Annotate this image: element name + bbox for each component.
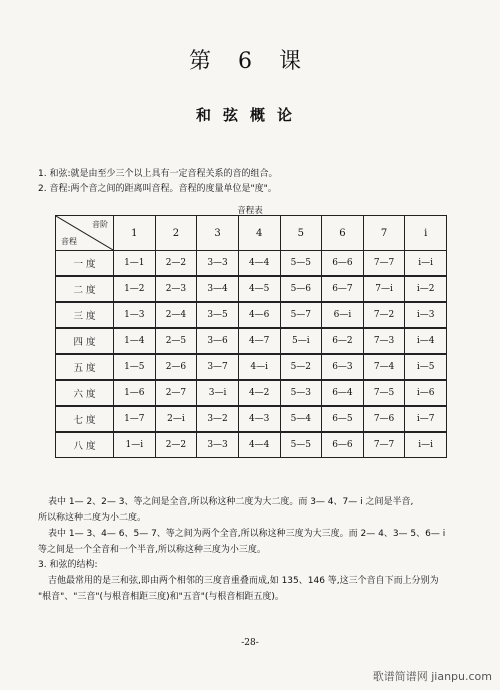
- interval-cell: 3—3: [197, 432, 239, 458]
- table-row: [56, 251, 447, 277]
- interval-cell: 2—4: [155, 302, 197, 328]
- page-number: -28-: [241, 638, 259, 648]
- interval-cell: 2—3: [155, 276, 197, 302]
- column-header: 4: [238, 216, 280, 251]
- interval-cell: 5—5: [280, 251, 322, 277]
- interval-cell: 4—4: [238, 432, 280, 458]
- paragraph-minor-second: 所以称这种二度为小二度。: [38, 513, 147, 523]
- interval-cell: 4—4: [238, 251, 280, 277]
- lesson-title: 第 6 课: [189, 49, 311, 74]
- interval-cell: 5—4: [280, 406, 322, 432]
- table-row: [56, 276, 447, 302]
- interval-cell: 5—2: [280, 354, 322, 380]
- row-label: 三 度: [56, 302, 114, 328]
- interval-cell: 7—5: [363, 380, 405, 406]
- interval-cell: 2—2: [155, 432, 197, 458]
- interval-cell: 7—7: [363, 432, 405, 458]
- table-row: [56, 302, 447, 328]
- interval-cell: 3—2: [197, 406, 239, 432]
- interval-cell: i—4: [405, 328, 447, 354]
- table-row: [56, 432, 447, 458]
- row-label: 五 度: [56, 354, 114, 380]
- interval-cell: 1—i: [114, 432, 156, 458]
- interval-cell: 3—3: [197, 251, 239, 277]
- row-label: 六 度: [56, 380, 114, 406]
- interval-cell: 3—4: [197, 276, 239, 302]
- interval-cell: 4—i: [238, 354, 280, 380]
- interval-cell: 3—5: [197, 302, 239, 328]
- interval-cell: i—3: [405, 302, 447, 328]
- table-row: [56, 380, 447, 406]
- row-label: 一 度: [56, 251, 114, 277]
- interval-cell: 1—3: [114, 302, 156, 328]
- column-header: 3: [197, 216, 239, 251]
- interval-cell: 6—6: [322, 432, 364, 458]
- interval-cell: 3—7: [197, 354, 239, 380]
- paragraph-major-third: 表中 1— 3、4— 6、5— 7、等之间为两个全音,所以称这种三度为大三度。而 2— 4、3— 5、6— i: [48, 529, 446, 539]
- corner-label-interval: 音程: [61, 237, 77, 246]
- paragraph-major-second: 表中 1— 2、2— 3、等之间是全音,所以称这种二度为大二度。而 3— 4、7— i 之间是半音,: [48, 497, 414, 507]
- interval-cell: 5—7: [280, 302, 322, 328]
- paragraph-minor-third: 等之间是一个全音和一个半音,所以称这种三度为小三度。: [38, 545, 266, 555]
- interval-cell: 2—6: [155, 354, 197, 380]
- heading-chord-structure: 3. 和弦的结构:: [38, 560, 98, 570]
- definition-chord: 1. 和弦:就是由至少三个以上具有一定音程关系的音的组合。: [38, 169, 278, 179]
- table-caption: 音程表: [237, 206, 263, 216]
- interval-cell: 4—2: [238, 380, 280, 406]
- table-row: [56, 328, 447, 354]
- interval-cell: 2—7: [155, 380, 197, 406]
- interval-cell: 2—2: [155, 251, 197, 277]
- interval-cell: i—i: [405, 432, 447, 458]
- column-header: 7: [363, 216, 405, 251]
- column-header: 2: [155, 216, 197, 251]
- interval-cell: 2—i: [155, 406, 197, 432]
- interval-cell: 6—5: [322, 406, 364, 432]
- interval-cell: 1—5: [114, 354, 156, 380]
- column-header: i: [405, 216, 447, 251]
- watermark: 歌谱简谱网 jianpu.com: [372, 670, 492, 683]
- interval-cell: 7—6: [363, 406, 405, 432]
- interval-cell: 1—2: [114, 276, 156, 302]
- interval-cell: 6—3: [322, 354, 364, 380]
- paragraph-triad: 吉他最常用的是三和弦,即由两个相邻的三度音重叠而成,如 135、146 等,这三个音自下而上分别为: [48, 576, 439, 586]
- interval-cell: i—5: [405, 354, 447, 380]
- column-header: 6: [322, 216, 364, 251]
- interval-cell: 7—3: [363, 328, 405, 354]
- interval-cell: 6—2: [322, 328, 364, 354]
- column-header: 1: [114, 216, 156, 251]
- section-title: 和弦概论: [195, 106, 304, 124]
- interval-cell: 4—6: [238, 302, 280, 328]
- interval-cell: 7—2: [363, 302, 405, 328]
- interval-cell: 7—i: [363, 276, 405, 302]
- interval-cell: 4—7: [238, 328, 280, 354]
- interval-cell: 5—3: [280, 380, 322, 406]
- interval-cell: i—7: [405, 406, 447, 432]
- interval-cell: 5—5: [280, 432, 322, 458]
- interval-cell: 3—6: [197, 328, 239, 354]
- interval-cell: 1—4: [114, 328, 156, 354]
- interval-cell: 6—6: [322, 251, 364, 277]
- table-row: [56, 406, 447, 432]
- interval-cell: i—2: [405, 276, 447, 302]
- interval-cell: 3—i: [197, 380, 239, 406]
- interval-cell: 7—7: [363, 251, 405, 277]
- column-header: 5: [280, 216, 322, 251]
- table-corner-cell: [56, 216, 114, 251]
- row-label: 七 度: [56, 406, 114, 432]
- interval-cell: 1—7: [114, 406, 156, 432]
- table-row: [56, 354, 447, 380]
- row-label: 四 度: [56, 328, 114, 354]
- interval-cell: 6—7: [322, 276, 364, 302]
- interval-cell: 4—5: [238, 276, 280, 302]
- interval-cell: 7—4: [363, 354, 405, 380]
- row-label: 二 度: [56, 276, 114, 302]
- row-label: 八 度: [56, 432, 114, 458]
- interval-cell: i—6: [405, 380, 447, 406]
- interval-cell: 2—5: [155, 328, 197, 354]
- interval-cell: i—i: [405, 251, 447, 277]
- interval-cell: 1—6: [114, 380, 156, 406]
- interval-cell: 5—6: [280, 276, 322, 302]
- interval-cell: 6—4: [322, 380, 364, 406]
- corner-label-scale: 音阶: [92, 220, 108, 229]
- interval-cell: 4—3: [238, 406, 280, 432]
- interval-cell: 5—i: [280, 328, 322, 354]
- interval-cell: 6—i: [322, 302, 364, 328]
- interval-table: [55, 215, 447, 458]
- table-header-row: [56, 216, 447, 251]
- interval-cell: 1—1: [114, 251, 156, 277]
- paragraph-triad-tones: "根音"、"三音"(与根音相距三度)和"五音"(与根音相距五度)。: [38, 592, 284, 602]
- definition-interval: 2. 音程:两个音之间的距离叫音程。音程的度量单位是"度"。: [38, 184, 277, 194]
